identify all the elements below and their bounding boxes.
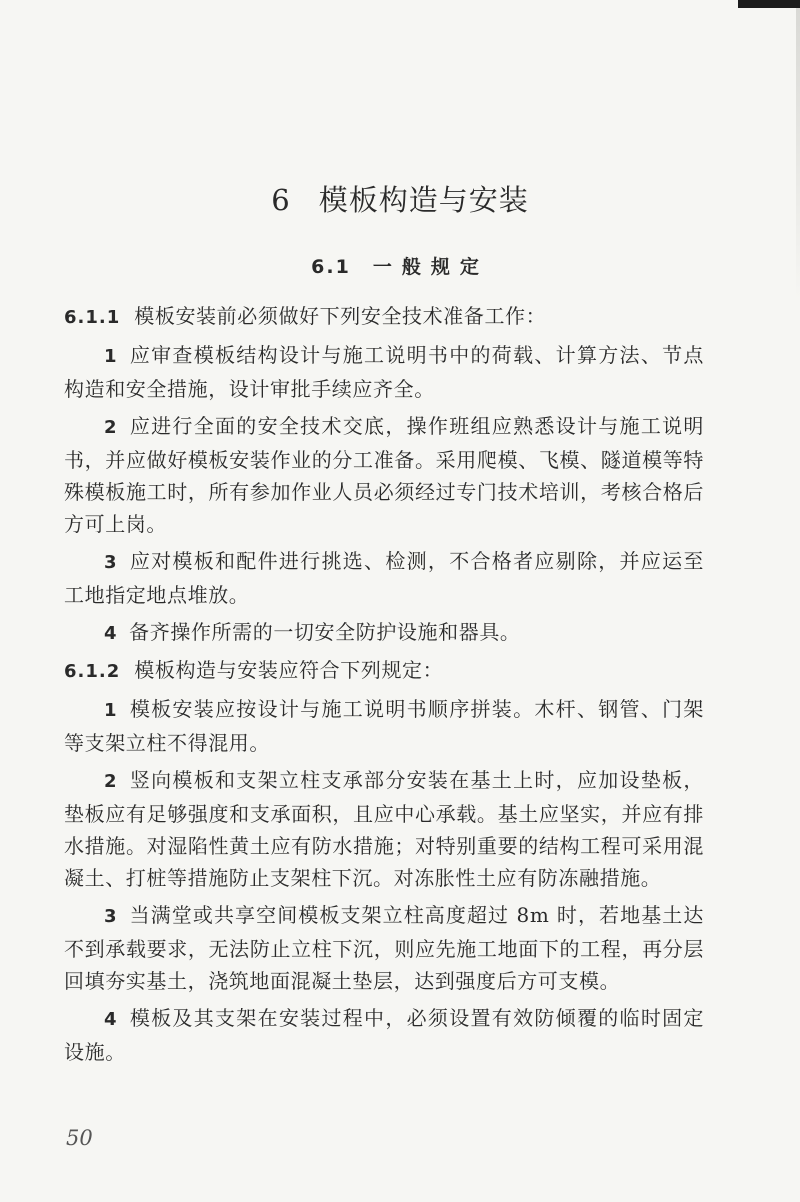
clause-item bbox=[64, 410, 704, 540]
chapter-title-text: 模板构造与安装 bbox=[318, 183, 529, 217]
item-text: 应进行全面的安全技术交底，操作班组应熟悉设计与施工说明书，并应做好模板安装作业的分工准备。采用爬模、飞模、隧道模等特殊模板施工时，所有参加作业人员必须经过专门技术培训，考核合格后方可上岗。 bbox=[64, 414, 704, 536]
item-number: 1 bbox=[104, 346, 118, 367]
chapter-title bbox=[0, 178, 800, 219]
item-text: 模板及其支架在安装过程中，必须设置有效防倾覆的临时固定设施。 bbox=[64, 1006, 704, 1064]
clause-6-1-2 bbox=[64, 654, 704, 688]
clause-item bbox=[64, 693, 704, 759]
section-number: 6.1 bbox=[311, 256, 351, 278]
item-text: 备齐操作所需的一切安全防护设施和器具。 bbox=[129, 620, 521, 644]
page-body bbox=[64, 296, 704, 1068]
section-title bbox=[0, 252, 800, 279]
item-text: 应审查模板结构设计与施工说明书中的荷载、计算方法、节点构造和安全措施，设计审批手续应齐全。 bbox=[64, 343, 704, 401]
item-number: 1 bbox=[104, 700, 118, 721]
item-number: 3 bbox=[104, 552, 118, 573]
clause-item bbox=[64, 764, 704, 894]
item-text: 当满堂或共享空间模板支架立柱高度超过 8m 时，若地基土达不到承载要求，无法防止立柱下沉，则应先施工地面下的工程，再分层回填夯实基土，浇筑地面混凝土垫层，达到强度后方可支模。 bbox=[64, 903, 704, 993]
clause-text: 模板构造与安装应符合下列规定： bbox=[134, 658, 444, 682]
corner-scan-mark bbox=[738, 0, 800, 8]
item-text: 模板安装应按设计与施工说明书顺序拼装。木杆、钢管、门架等支架立柱不得混用。 bbox=[64, 697, 704, 755]
item-text: 应对模板和配件进行挑选、检测，不合格者应剔除，并应运至工地指定地点堆放。 bbox=[64, 549, 704, 607]
clause-number: 6.1.2 bbox=[64, 661, 121, 682]
clause-number: 6.1.1 bbox=[64, 307, 121, 328]
clause-item bbox=[64, 899, 704, 997]
clause-6-1-1 bbox=[64, 300, 704, 334]
clause-item bbox=[64, 545, 704, 611]
clause-item bbox=[64, 1002, 704, 1068]
section-title-text: 一般规定 bbox=[372, 256, 489, 278]
item-number: 4 bbox=[104, 1009, 118, 1030]
chapter-number: 6 bbox=[271, 183, 291, 217]
clause-item bbox=[64, 339, 704, 405]
clause-item bbox=[64, 616, 704, 650]
item-number: 3 bbox=[104, 906, 118, 927]
clause-text: 模板安装前必须做好下列安全技术准备工作： bbox=[134, 304, 547, 328]
item-number: 2 bbox=[104, 771, 118, 792]
item-text: 竖向模板和支架立柱支承部分安装在基土上时，应加设垫板，垫板应有足够强度和支承面积，且应中心承载。基土应坚实，并应有排水措施。对湿陷性黄土应有防水措施；对特别重要的结构工程可采用混凝土、打桩等措施防止支架柱下沉。对冻胀性土应有防冻融措施。 bbox=[64, 768, 704, 890]
page-number: 50 bbox=[66, 1126, 93, 1150]
item-number: 2 bbox=[104, 417, 118, 438]
item-number: 4 bbox=[104, 623, 118, 644]
